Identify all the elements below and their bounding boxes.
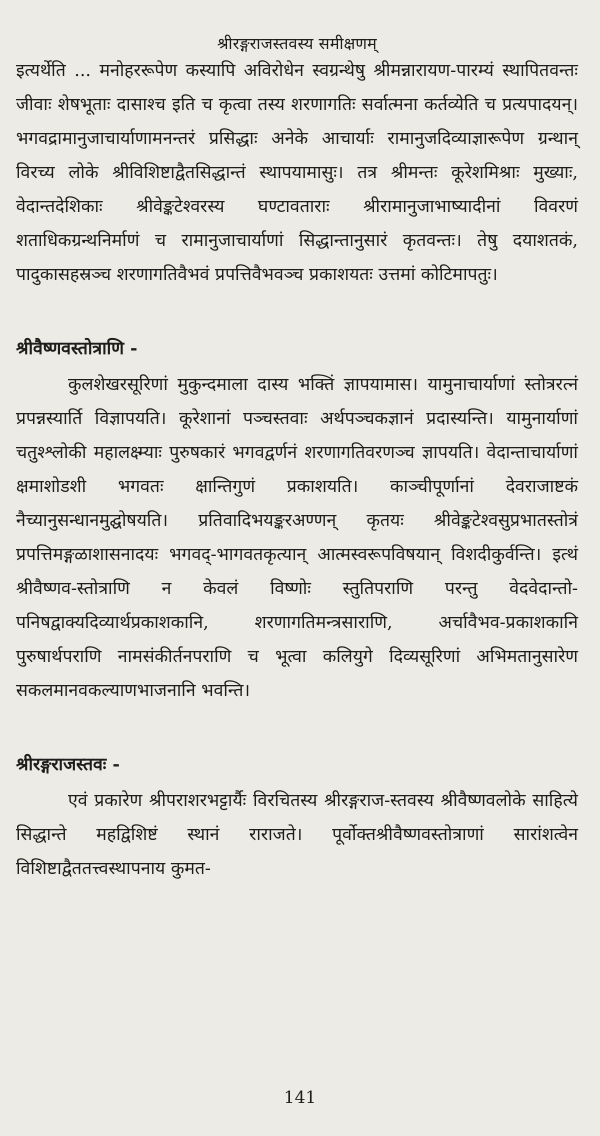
section-heading-vaishnava-stotras: श्रीवैष्णवस्तोत्राणि - — [16, 338, 138, 359]
section-heading-rangaraja-stava: श्रीरङ्गराजस्तवः - — [16, 754, 120, 775]
paragraph-intro: इत्यर्थेति ... मनोहररूपेण कस्यापि अविरोधेन स्वग्रन्थेषु श्रीमन्नारायण-पारम्यं स्थापितवन्तः जीवाः शेषभूताः दासाश्च इति च कृत्वा तस्य शरणागतिः सर्वात्मना कर्तव्येति च प्रत्यपादयन्। भगवद्रामानुजाचार्याणामनन्तरं प्रसिद्धाः अनेके आचार्याः रामानुजदिव्याज्ञारूपेण ग्रन्थान् विरच्य लोके श्रीविशिष्टाद्वैतसिद्धान्तं स्थापयामासुः। तत्र श्रीमन्तः कूरेशमिश्राः मुख्याः, वेदान्तदेशिकाः श्रीवेङ्कटेश्वरस्य घण्टावताराः श्रीरामानुजाभाष्यादीनां विवरणं शताधिकग्रन्थनिर्माणं च रामानुजाचार्याणां सिद्धान्तानुसारं कृतवन्तः। तेषु दयाशतकं, पादुकासहस्रञ्च शरणागतिवैभवं प्रपत्तिवैभवञ्च प्रकाशयतः उत्तमां कोटिमापतुः। — [16, 61, 578, 285]
running-header: श्रीरङ्गराजस्तवस्य समीक्षणम् — [217, 34, 377, 53]
page-number: 141 — [283, 1088, 317, 1108]
paragraph-vaishnava-stotras: कुलशेखरसूरिणां मुकुन्दमाला दास्य भक्तिं ज्ञापयामास। यामुनाचार्याणां स्तोत्ररत्नं प्रपन्नस्यार्ति विज्ञापयति। कूरेशानां पञ्चस्तवाः अर्थपञ्चकज्ञानं प्रदास्यन्ति। यामुनार्याणां चतुश्श्लोकी महालक्ष्म्याः पुरुषकारं भगवद्वर्णनं शरणागतिवरणञ्च ज्ञापयति। वेदान्ताचार्याणां क्षमाशोडशी भगवतः क्षान्तिगुणं प्रकाशयति। काञ्चीपूर्णानां देवराजाष्टकं नैच्यानुसन्धानमुद्घोषयति। प्रतिवादिभयङ्करअण्णन् कृतयः श्रीवेङ्कटेश्वसुप्रभातस्तोत्रं प्रपत्तिमङ्गळाशासनादयः भगवद्-भागवतकृत्यान् आत्मस्वरूपविषयान् विशदीकुर्वन्ति। इत्थं श्रीवैष्णव-स्तोत्राणि न केवलं विष्णोः स्तुतिपराणि परन्तु वेदवेदान्तो-पनिषद्वाक्यदिव्यार्थप्रकाशकानि, शरणागतिमन्त्रसाराणि, अर्चावैभव-प्रकाशकानि पुरुषार्थपराणि नामसंकीर्तनपराणि च भूत्वा कलियुगे दिव्यसूरिणां अभिमतानुसारेण सकलमानवकल्याणभाजनानि भवन्ति। — [16, 375, 578, 701]
paragraph-rangaraja-stava: एवं प्रकारेण श्रीपराशरभट्टार्यैः विरचितस्य श्रीरङ्गराज-स्तवस्य श्रीवैष्णवलोके साहित्ये सिद्धान्ते महद्विशिष्टं स्थानं राराजते। पूर्वोक्तश्रीवैष्णवस्तोत्राणां सारांशत्वेन विशिष्टाद्वैततत्त्वस्थापनाय कुमत- — [16, 791, 578, 879]
